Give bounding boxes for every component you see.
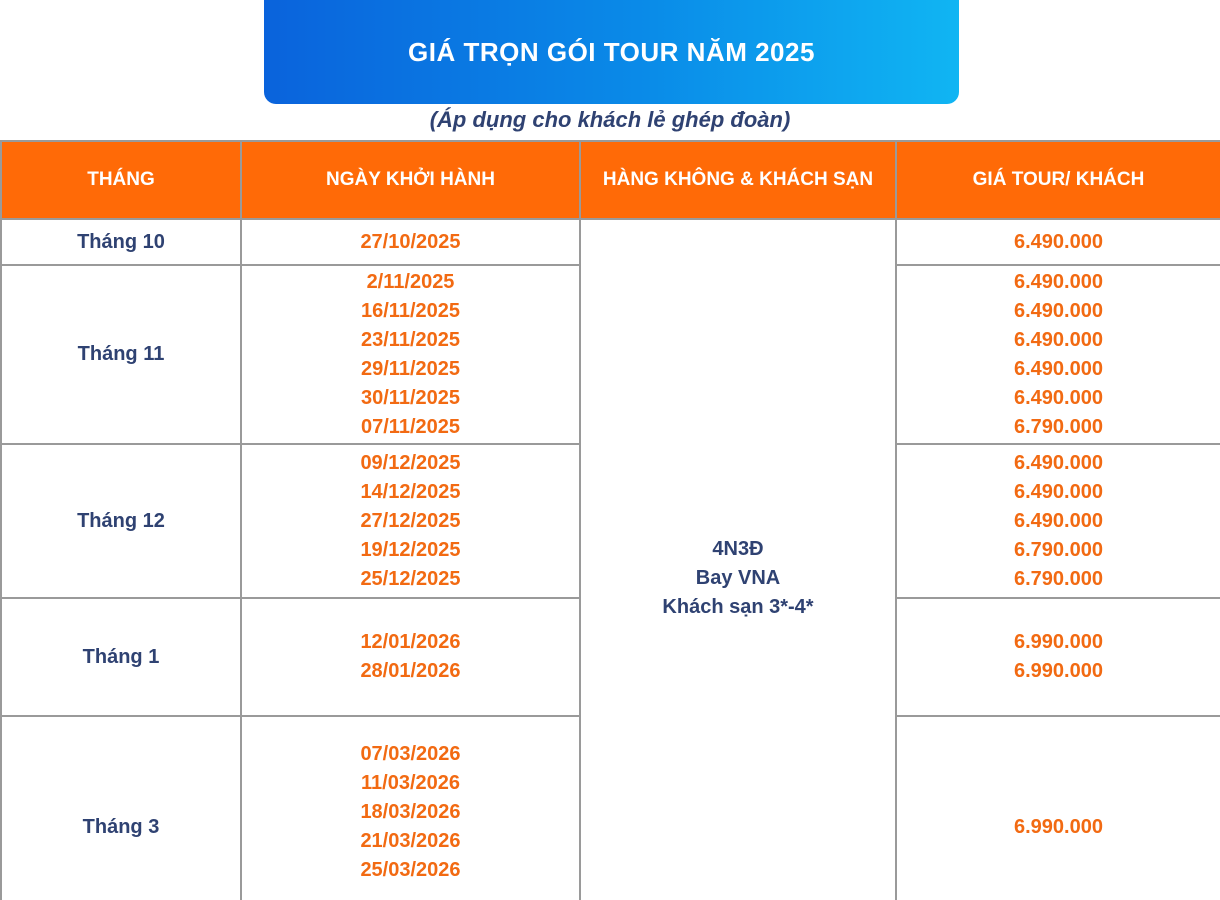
tour-price: 6.790.000 [1014, 538, 1103, 561]
tour-price: 6.990.000 [1014, 631, 1103, 653]
departure-date: 25/12/2025 [360, 567, 461, 590]
tour-price: 6.490.000 [1014, 230, 1103, 253]
column-header-month: THÁNG [1, 141, 241, 219]
tour-price: 6.490.000 [1014, 480, 1103, 503]
departure-date: 11/03/2026 [361, 771, 460, 794]
departure-dates-cell [241, 219, 580, 265]
departure-dates-cell [241, 716, 580, 900]
hotel-rating: Khách sạn 3*-4* [662, 596, 814, 618]
departure-dates-cell [241, 598, 580, 716]
price-table-container [0, 140, 1220, 900]
tour-price: 6.490.000 [1014, 357, 1103, 380]
table-header-row [1, 141, 1220, 219]
tour-duration: 4N3Đ [712, 538, 764, 560]
departure-date: 21/03/2026 [360, 829, 461, 852]
tour-price: 6.490.000 [1014, 386, 1103, 409]
month-cell: Tháng 10 [1, 219, 241, 265]
tour-price: 6.490.000 [1014, 299, 1103, 322]
departure-date: 27/10/2025 [360, 230, 461, 253]
departure-date: 27/12/2025 [360, 509, 461, 532]
price-cell [896, 219, 1220, 265]
column-header-airline-hotel: HÀNG KHÔNG & KHÁCH SẠN [580, 141, 896, 219]
tour-price: 6.990.000 [1014, 815, 1103, 838]
column-header-departure: NGÀY KHỞI HÀNH [241, 141, 580, 219]
departure-date: 14/12/2025 [360, 480, 461, 503]
tour-price: 6.790.000 [1014, 567, 1103, 590]
departure-date: 30/11/2025 [361, 386, 460, 409]
month-cell: Tháng 12 [1, 444, 241, 598]
tour-price: 6.490.000 [1014, 451, 1103, 474]
month-cell: Tháng 3 [1, 716, 241, 900]
page-subtitle: (Áp dụng cho khách lẻ ghép đoàn) [429, 107, 791, 132]
departure-date: 09/12/2025 [360, 451, 461, 474]
tour-price: 6.490.000 [1014, 328, 1103, 351]
tour-price: 6.990.000 [1014, 660, 1103, 682]
table-row [1, 219, 1220, 265]
departure-dates-cell [241, 444, 580, 598]
tour-price: 6.490.000 [1014, 270, 1103, 293]
departure-date: 25/03/2026 [360, 858, 461, 881]
departure-date: 19/12/2025 [360, 538, 461, 561]
month-cell: Tháng 11 [1, 265, 241, 444]
page-title: GIÁ TRỌN GÓI TOUR NĂM 2025 [408, 36, 815, 67]
tour-price: 6.490.000 [1014, 509, 1103, 532]
price-cell [896, 716, 1220, 900]
price-cell [896, 265, 1220, 444]
month-cell: Tháng 1 [1, 598, 241, 716]
airline-hotel-cell [580, 219, 896, 900]
title-banner [264, 0, 959, 104]
departure-date: 18/03/2026 [360, 800, 461, 823]
column-header-price: GIÁ TOUR/ KHÁCH [896, 141, 1220, 219]
departure-date: 2/11/2025 [366, 270, 455, 293]
departure-dates-cell [241, 265, 580, 444]
airline: Bay VNA [695, 567, 781, 589]
departure-date: 16/11/2025 [361, 299, 460, 322]
departure-date: 29/11/2025 [361, 357, 460, 380]
tour-price: 6.790.000 [1014, 415, 1103, 438]
price-cell [896, 598, 1220, 716]
price-cell [896, 444, 1220, 598]
departure-date: 07/03/2026 [360, 742, 461, 765]
departure-date: 07/11/2025 [361, 415, 460, 438]
departure-date: 28/01/2026 [360, 660, 461, 682]
departure-date: 23/11/2025 [361, 328, 460, 351]
departure-date: 12/01/2026 [360, 631, 461, 653]
price-table [0, 140, 1220, 900]
